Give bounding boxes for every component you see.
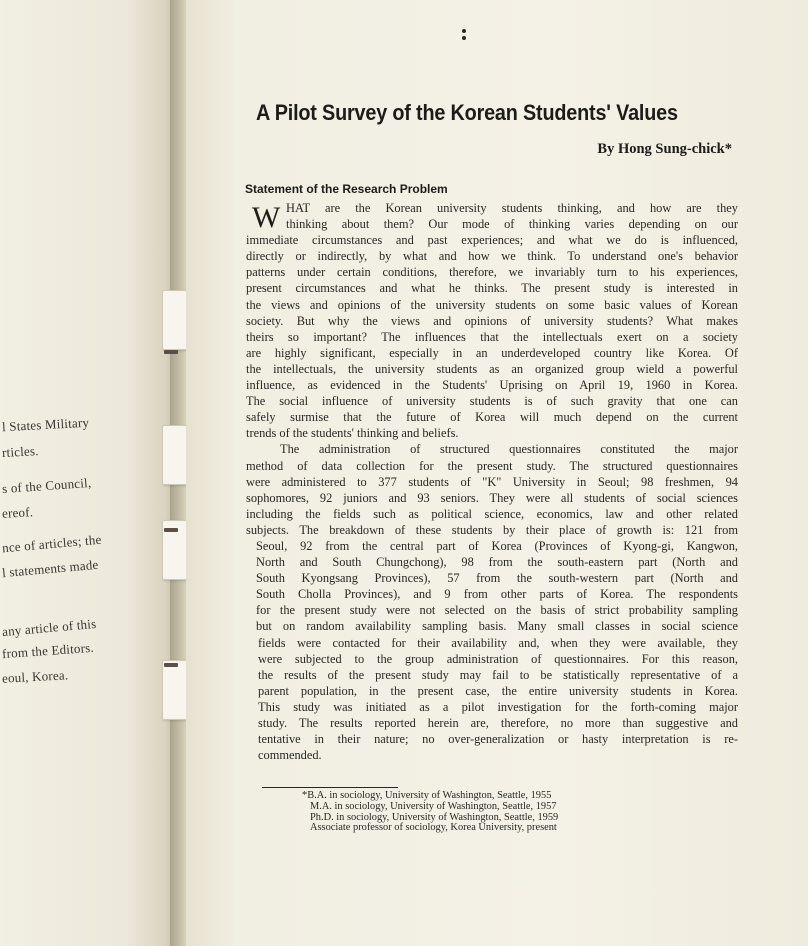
body-line: parent population, in the present case, the entire university students in Korea. [258,683,738,698]
body-line: Seoul, 92 from the central part of Korea (Provinces of Kyong-gi, Kangwon, [256,538,738,553]
left-page-line: eoul, Korea. [1,667,69,686]
body-line: present circumstances and what he thinks. The present study is interested in [246,281,738,296]
body-line: but on random availability sampling basis. Many small classes in social science [256,619,738,634]
body-line: were subjected to the group administration of questionnaires. For this reason, [258,651,738,666]
body-line: the results of the present study may fail to be statistically representative of a [258,667,738,682]
body-line: thinking about them? Our mode of thinking varies depending on our [286,217,738,232]
body-line: The social influence of university students is of such gravity that one can [246,394,738,409]
body-line: method of data collection for the present study. The structured questionnaires [246,458,738,473]
left-page-line: any article of this [1,615,97,640]
left-page [0,0,180,946]
footnote-line: *B.A. in sociology, University of Washington, Seattle, 1955 [302,790,552,801]
body-line: South Cholla Provinces), and 9 from other parts of Korea. The respondents [256,587,738,602]
binding-tab [162,290,188,350]
body-line: North and South Chungchong), 98 from the south-eastern part (North and [256,555,738,570]
article-title: A Pilot Survey of the Korean Students' Values [256,100,678,125]
body-line: subjects. The breakdown of these students by their place of growth is: 121 from [246,522,738,537]
section-heading: Statement of the Research Problem [245,182,448,196]
left-page-line: from the Editors. [1,639,95,662]
body-line: immediate circumstances and past experiences; and what we do is influenced, [246,233,738,248]
body-line: study. The results reported herein are, therefore, no more than suggestive and [258,716,738,730]
body-line: were administered to 377 students of "K" University in Seoul; 98 freshmen, 94 [246,474,738,489]
left-page-line: ereof. [1,504,34,521]
body-line: The administration of structured questionnaires constituted the major [280,442,738,457]
footnote-line: Associate professor of sociology, Korea University, present [310,822,557,834]
body-line: society. But why the views and opinions of university students? What makes [246,313,738,328]
body-line: South Kyongsang Provinces), 57 from the south-western part (North and [256,571,738,586]
body-line: This study was initiated as a pilot investigation for the forth-coming major [258,699,738,714]
footnote-line: M.A. in sociology, University of Washington, Seattle, 1957 [310,800,557,812]
body-line: influence, as evidenced in the Students' Uprising on April 19, 1960 in Korea. [246,378,738,393]
left-page-line: s of the Council, [1,474,92,497]
body-line: the views and opinions of the university students on some basic values of Korean [246,297,738,312]
binding-mark [164,528,178,532]
left-page-line: nce of articles; the [1,531,103,556]
left-page-line: l States Military [1,414,90,435]
body-line: trends of the students' thinking and beliefs. [246,426,459,441]
drop-cap: W [252,201,281,234]
body-line: sophomores, 92 juniors and 93 seniors. They were all students of social sciences [246,490,738,505]
body-line: safely surmise that the future of Korea will much depend on the current [246,410,738,425]
body-line: HAT are the Korean university students thinking, and how are they [286,201,738,215]
body-line: for the present study were not selected on the basis of strict probability sampling [256,603,738,618]
body-line: the intellectuals, the university students as an organized group wield a powerful [246,361,738,376]
article-author: By Hong Sung-chick* [597,141,732,157]
left-page-line: rticles. [1,443,39,460]
page-mark [460,26,468,46]
body-line: patterns under certain conditions, therefore, we invariably turn to his experiences, [246,265,738,280]
binding-tab [162,425,188,485]
body-line: commended. [258,748,322,763]
body-line: including the fields such as political science, economics, law and other related [246,506,738,521]
left-page-line: l statements made [1,556,99,581]
body-line: fields were contacted for their availability and, when they were available, they [258,635,738,650]
article-body [246,200,738,763]
footnotes [302,791,662,834]
binding-tab [162,660,188,720]
binding-mark [164,663,178,667]
body-line: tentative in their nature; no over-generalization or hasty interpretation is re- [258,732,738,747]
footnote-line: Ph.D. in sociology, University of Washington, Seattle, 1959 [310,811,559,823]
body-line: are highly significant, especially in an underdeveloped country like Korea. Of [246,345,738,360]
binding-mark [164,350,178,354]
body-line: theirs so important? The influences that the intellectuals exert on a society [246,329,738,344]
footnote-rule [262,787,398,788]
body-line: directly or indirectly, by what and how we think. To understand one's behavior [246,249,738,264]
